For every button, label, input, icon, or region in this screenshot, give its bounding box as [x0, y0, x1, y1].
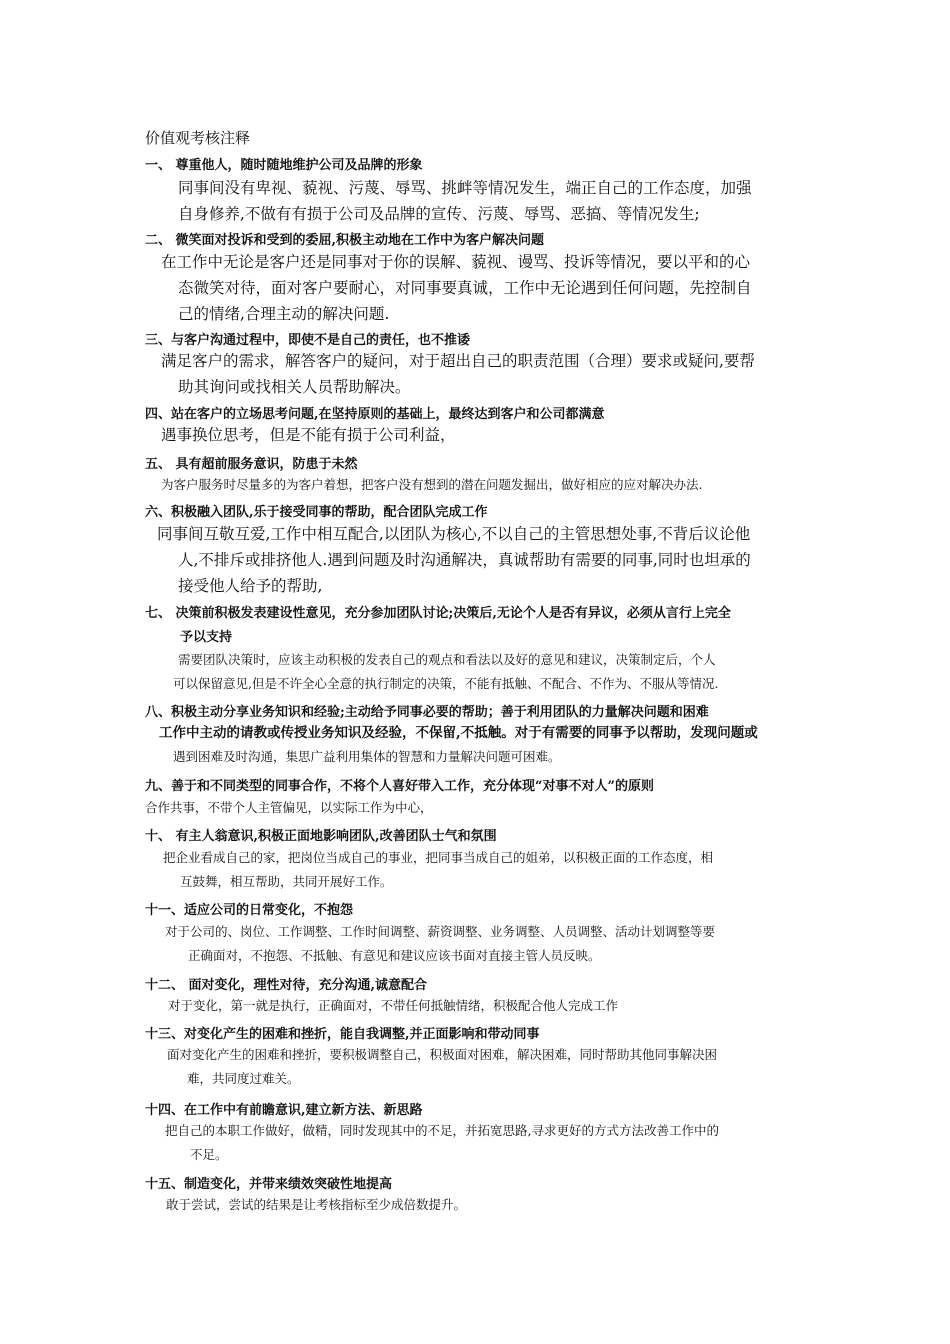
section-8-line-1: 工作中主动的请教或传授业务知识及经验，不保留,不抵触。对于有需要的同事予以帮助，发现问题或 [159, 725, 758, 741]
section-1-line-2: 自身修养,不做有有损于公司及品牌的宣传、污蔑、辱骂、恶搞、等情况发生; [178, 205, 700, 223]
section-5-heading: 五、 具有超前服务意识，防患于未然 [145, 457, 358, 472]
section-15-body [145, 1193, 466, 1217]
section-7-line-2: 可以保留意见,但是不许全心全意的执行制定的决策，不能有抵触、不配合、不作为、不服从等情况. [173, 676, 719, 691]
section-5-line-1: 为客户服务时尽量多的为客户着想，把客户没有想到的潜在问题发掘出，做好相应的应对解决办法. [161, 477, 703, 492]
section-10-body [145, 846, 713, 894]
section-10-heading: 十、 有主人翁意识,积极正面地影响团队,改善团队士气和氛围 [145, 829, 497, 844]
section-4-line-1: 遇事换位思考，但是不能有损于公司利益， [161, 426, 456, 444]
section-6-line-1: 同事间互敬互爱,工作中相互配合,以团队为核心,不以自己的主管思想处事,不背后议论他 [157, 525, 751, 543]
section-1-line-1: 同事间没有卑视、藐视、污蔑、辱骂、挑衅等情况发生，端正自己的工作态度，加强 [178, 179, 752, 197]
section-9-line-1: 合作共事，不带个人主管偏见，以实际工作为中心， [145, 800, 433, 815]
section-2-line-2: 态微笑对待，面对客户要耐心，对同事要真诚，工作中无论遇到任何问题，先控制自 [178, 279, 752, 297]
section-2-body [145, 249, 752, 327]
section-13-body [145, 1043, 717, 1091]
section-5-body [145, 473, 702, 497]
section-12-line-1: 对于变化，第一就是执行，正确面对，不带任何抵触情绪，积极配合他人完成工作 [168, 998, 619, 1013]
section-2-line-1: 在工作中无论是客户还是同事对于你的误解、藐视、谩骂、投诉等情况，要以平和的心 [161, 253, 751, 271]
section-13-heading: 十三、对变化产生的困难和挫折，能自我调整,并正面影响和带动同事 [145, 1027, 540, 1042]
section-6-heading: 六、积极融入团队,乐于接受同事的帮助，配合团队完成工作 [145, 505, 488, 520]
section-14-heading: 十四、在工作中有前瞻意识,建立新方法、新思路 [145, 1103, 423, 1118]
section-1-heading: 一、 尊重他人，随时随地维护公司及品牌的形象 [145, 158, 423, 173]
section-10-line-1: 把企业看成自己的家，把岗位当成自己的事业，把同事当成自己的姐弟，以积极正面的工作态度，相 [163, 850, 714, 865]
section-3-line-2: 助其询问或找相关人员帮助解决。 [178, 378, 411, 396]
section-6-line-3: 接受他人给予的帮助, [178, 577, 323, 595]
section-11-line-2: 正确面对，不抱怨、不抵触、有意见和建议应该书面对直接主管人员反映。 [188, 948, 601, 963]
section-8-heading: 八、积极主动分享业务知识和经验;主动给予同事必要的帮助；善于利用团队的力量解决问题和困难 [145, 705, 709, 720]
section-14-line-2: 不足。 [190, 1147, 228, 1162]
section-9-heading: 九、善于和不同类型的同事合作，不将个人喜好带入工作，充分体现“对事不对人”的原则 [145, 779, 654, 794]
section-11-line-1: 对于公司的、岗位、工作调整、工作时间调整、薪资调整、业务调整、人员调整、活动计划调整等要 [165, 924, 716, 939]
section-8-body [145, 721, 758, 769]
section-2-heading: 二、 微笑面对投诉和受到的委屈,积极主动地在工作中为客户解决问题 [145, 233, 545, 248]
section-7-body [145, 648, 718, 696]
section-15-line-1: 敢于尝试，尝试的结果是让考核指标至少成倍数提升。 [166, 1197, 467, 1212]
section-12-body [145, 994, 618, 1018]
section-2-line-3: 己的情绪,合理主动的解决问题. [178, 305, 390, 323]
section-12-heading: 十二、 面对变化，理性对待，充分沟通,诚意配合 [145, 978, 428, 993]
section-14-line-1: 把自己的本职工作做好，做精，同时发现其中的不足，并拓宽思路,寻求更好的方式方法改善工作中的 [165, 1123, 719, 1138]
section-3-line-1: 满足客户的需求，解答客户的疑问，对于超出自己的职责范围（合理）要求或疑问,要帮 [161, 352, 755, 370]
section-15-heading: 十五、制造变化，并带来绩效突破性地提高 [145, 1177, 393, 1192]
section-1-body [145, 175, 752, 227]
section-10-line-2: 互鼓舞，相互帮助，共同开展好工作。 [180, 874, 393, 889]
document-title: 价值观考核注释 [145, 129, 251, 147]
section-7-heading-cont: 予以支持 [180, 630, 233, 645]
section-3-heading: 三、与客户沟通过程中，即使不是自己的责任，也不推诿 [145, 333, 471, 348]
section-14-body [145, 1119, 719, 1167]
section-4-heading: 四、站在客户的立场思考问题,在坚持原则的基础上，最终达到客户和公司都满意 [145, 407, 605, 422]
section-11-heading: 十一、适应公司的日常变化，不抱怨 [145, 903, 354, 918]
section-8-line-2: 遇到困难及时沟通，集思广益利用集体的智慧和力量解决问题可困难。 [173, 749, 561, 764]
section-6-body [145, 521, 751, 599]
section-3-body [145, 348, 755, 400]
section-13-line-1: 面对变化产生的困难和挫折，要积极调整自己，积极面对困难，解决困难，同时帮助其他同事解决困 [167, 1047, 718, 1062]
section-11-body [145, 920, 715, 968]
section-7-heading: 七、 决策前积极发表建设性意见，充分参加团队讨论;决策后,无论个人是否有异议，必须从言行上完全 [145, 606, 731, 621]
section-6-line-2: 人,不排斥或排挤他人.遇到问题及时沟通解决，真诚帮助有需要的同事,同时也坦承的 [178, 551, 751, 569]
section-9-body [145, 796, 433, 820]
section-7-line-1: 需要团队决策时，应该主动积极的发表自己的观点和看法以及好的意见和建议，决策制定后，个人 [178, 652, 716, 667]
section-4-body [145, 422, 456, 448]
section-13-line-2: 难，共同度过难关。 [187, 1071, 300, 1086]
